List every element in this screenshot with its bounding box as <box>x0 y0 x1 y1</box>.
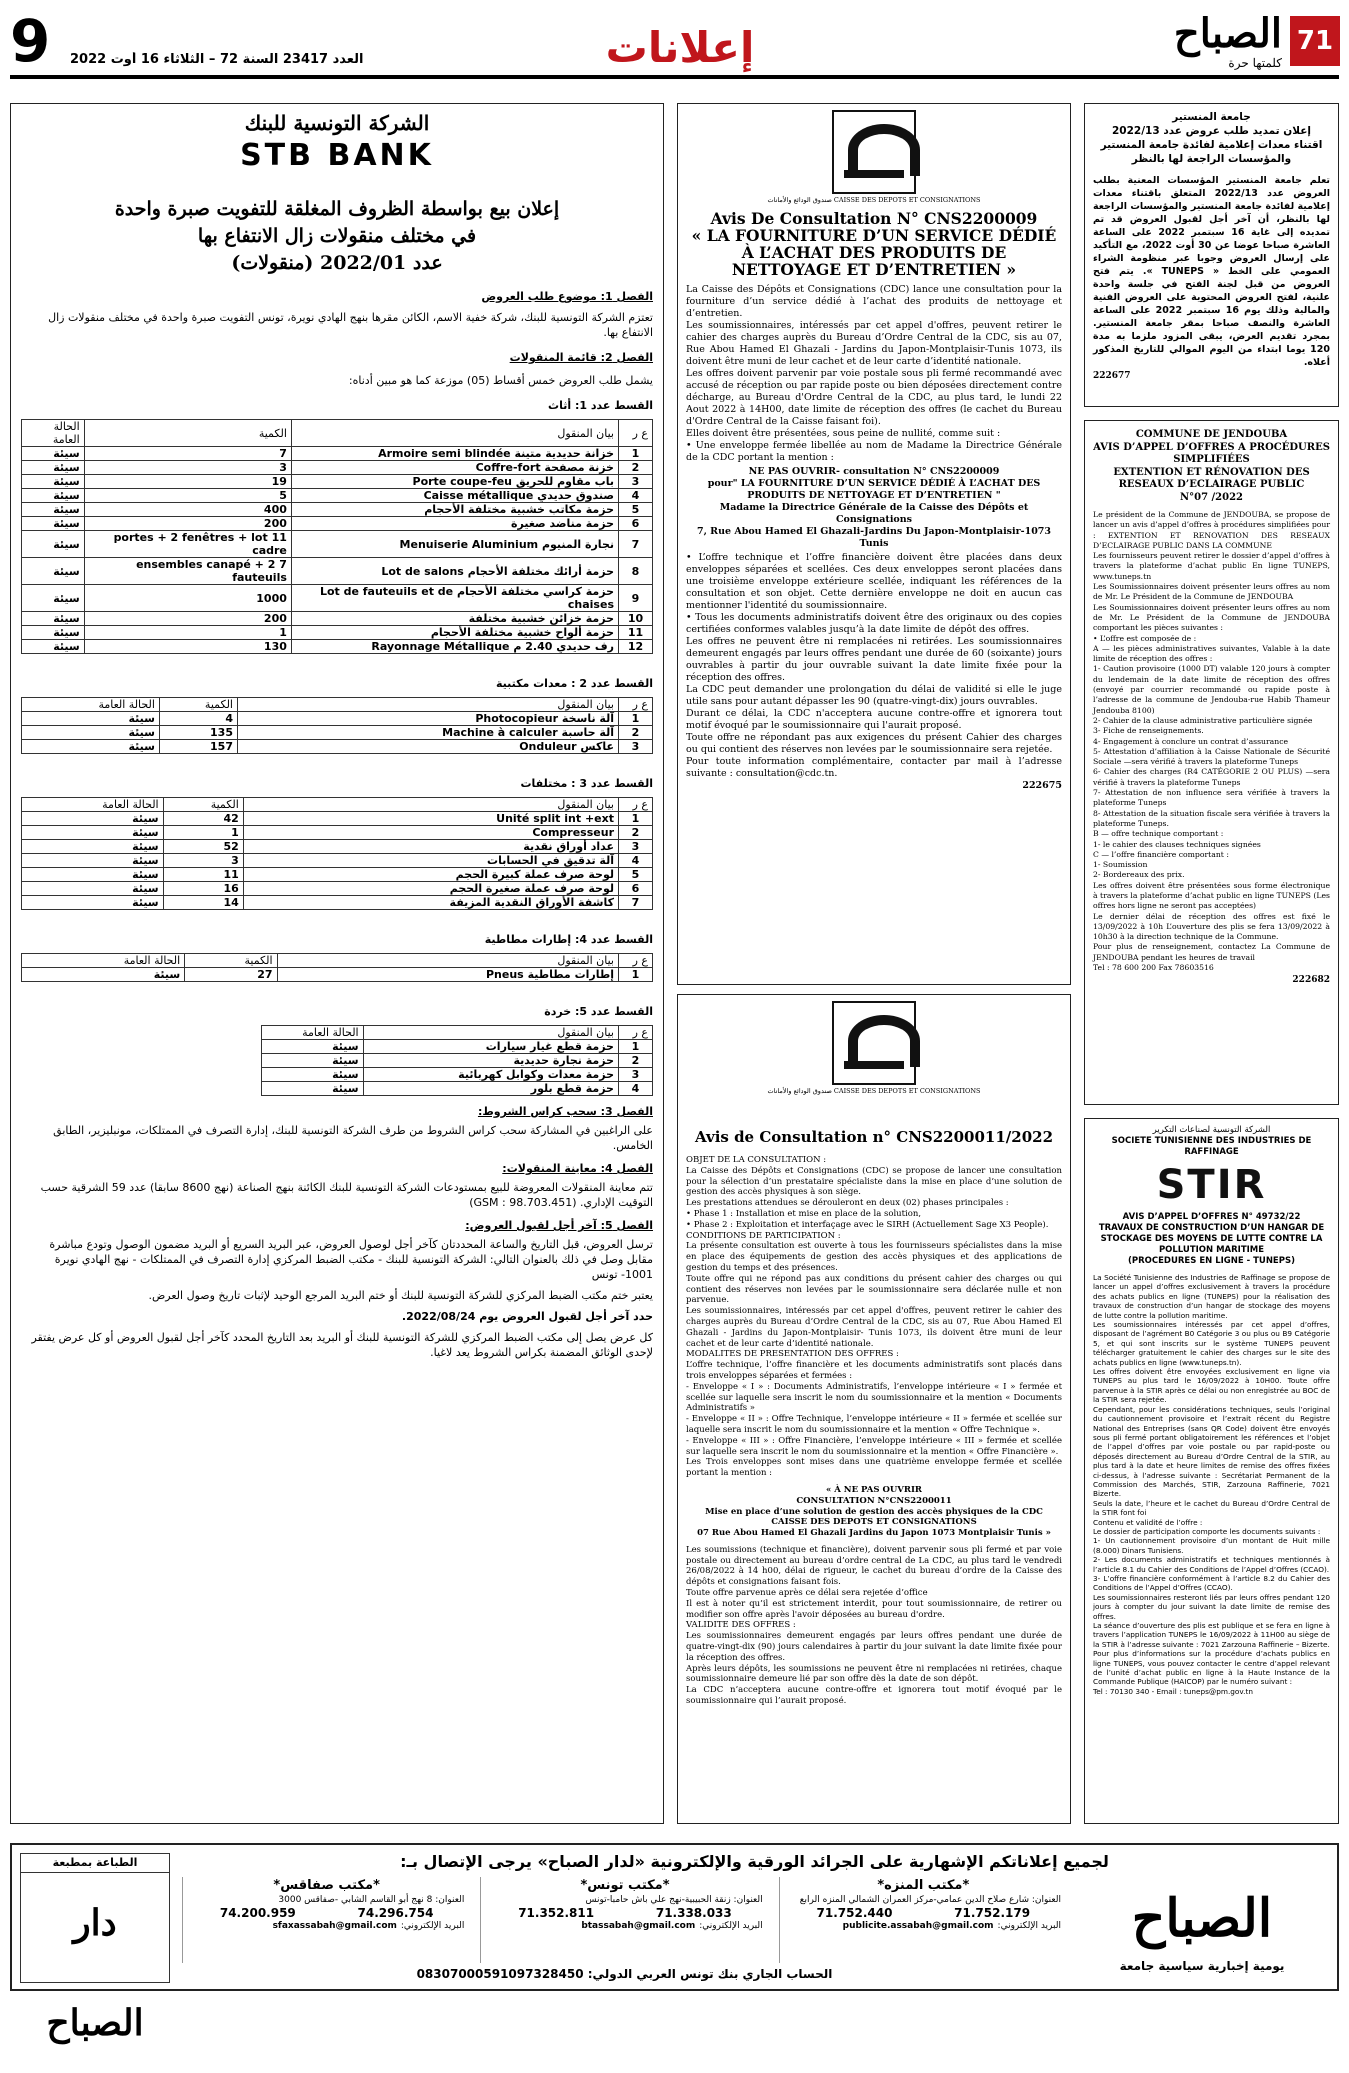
paragraph: Les soumissions (technique et financière), doivent parvenir sous pli fermé et par voie postale ou directement au bureau d’ordre central de La CDC, au plus tard le vendredi 26/08/2022 à 14 h00, délai de rigueur, le cachet du bureau d’ordre de la Caisse des dépôts et consignations faisant fois. <box>686 1544 1062 1588</box>
table-cell: 9 <box>619 585 653 612</box>
table-row <box>22 812 653 826</box>
table-cell: خزانة حديدية متينة Armoire semi blindée <box>291 447 618 461</box>
table-cell: 5 <box>84 489 291 503</box>
stb-ch5-text1: ترسل العروض، قبل التاريخ والساعة المحددتان كآخر أجل لوصول العروض، عبر البريد السريع أو البريد مضمون الوصول وتودع مباشرة مقابل وصل في ذلك بالعنوان التالي: الشركة التونسية للبنك - مكتب الضبط المركزي إدارة التصرف في الممتلكات - نهج الهادي نويرة 1001- تونس <box>49 1238 653 1281</box>
table-cell: سيئة <box>22 489 85 503</box>
lot-table-header: بيان المنقول <box>277 954 618 968</box>
table-cell: 11 <box>619 626 653 640</box>
table-row <box>262 1082 653 1096</box>
paragraph: Toute offre parvenue après ce délai sera rejetée d’office <box>686 1588 928 1599</box>
lot-table <box>21 419 653 654</box>
paragraph: • Phase 1 : Installation et mise en place de la solution, <box>686 1208 922 1219</box>
table-cell: Unité split int +ext <box>243 812 618 826</box>
office-block <box>182 1877 470 1963</box>
table-cell: سيئة <box>22 882 164 896</box>
page-number: 9 <box>10 10 51 72</box>
table-cell: حزمة مكاتب خشبية مختلفة الأحجام <box>291 503 618 517</box>
paragraph: C — l’offre financière comportant : <box>1093 849 1229 859</box>
paragraph: Après leurs dépôts, les soumissions ne peuvent être ni remplacées ni retirées, chaque soumissionnaire demeure lié par son offre dès la date de son dépôt. <box>686 1663 1062 1685</box>
jendouba-body <box>1093 510 1330 973</box>
office-email-label: البريد الإلكتروني: <box>699 1921 763 1931</box>
table-row <box>262 1068 653 1082</box>
table-cell: حزمة كراسي مختلفة الأحجام Lot de fauteuils et de chaises <box>291 585 618 612</box>
paragraph: 07 Rue Abou Hamed El Ghazali Jardins du Japon 1073 Montplaisir Tunis » <box>697 1528 1051 1539</box>
table-row <box>22 517 653 531</box>
table-cell: 2 <box>619 1054 653 1068</box>
paragraph: 4- Engagement à conclure un contrat d’assurance <box>1093 736 1289 746</box>
stb-ch1-title: الفصل 1: موضوع طلب العروض <box>481 290 653 303</box>
table-cell: 200 <box>84 612 291 626</box>
paragraph: OBJET DE LA CONSULTATION : <box>686 1155 827 1165</box>
office-email: sfaxassabah@gmail.com <box>272 1921 397 1931</box>
table-cell: 42 <box>163 812 243 826</box>
office-address: العنوان: زنقة الحبيبية-نهج علي باش حامبا-تونس <box>585 1895 763 1905</box>
table-cell: سيئة <box>22 461 85 475</box>
table-cell: سيئة <box>22 968 185 982</box>
table-cell: سيئة <box>22 447 85 461</box>
lot-title: القسط عدد 4: إطارات مطاطية <box>484 933 653 946</box>
paragraph: - Enveloppe « III » : Offre Financière, l’enveloppe intérieure « III » fermée et scellée sur laquelle sera inscrit le nom du soumissionnaire et la mention « Offre Financière ». <box>686 1435 1062 1457</box>
masthead-logo: الصباح كلمتها حرة 71 <box>1120 8 1340 74</box>
table-cell: 2 <box>619 826 653 840</box>
paragraph: Le président de la Commune de JENDOUBA, se propose de lancer un avis d’appel d’offres à procédures simplifiées pour : EXTENTION ET RENOVATION DES RESEAUX D’ECLAIRAGE PUBLIC DANS LA COMMUNE <box>1093 510 1330 550</box>
table-cell: 1 <box>163 826 243 840</box>
lot-table-header: الكمية <box>185 954 277 968</box>
lot-table <box>261 1025 653 1096</box>
table-cell: 11 <box>163 868 243 882</box>
cdc-consultation-1 <box>677 103 1071 985</box>
lot-table-header: بيان المنقول <box>237 698 618 712</box>
table-row <box>22 826 653 840</box>
paragraph: Contenu et validité de l’offre : <box>1093 1517 1203 1527</box>
footer-ad <box>10 1843 1339 2044</box>
monastir-title: جامعة المنستير إعلان تمديد طلب عروض عدد 2022/13 اقتناء معدات إعلامية لفائدة جامعة المنستير والمؤسسات الراجعة لها بالنظر <box>1100 111 1323 165</box>
paragraph: Les soumissionnaires demeurent engagés par leurs offres pendant une durée de quatre-vingt-dix (90) jours calendaires à partir du jour suivant la date limite fixée pour la réception des offres. <box>686 1631 1062 1663</box>
table-cell: 4 <box>159 712 237 726</box>
table-cell: آلة حاسبة Machine à calculer <box>237 726 618 740</box>
table-cell: سيئة <box>22 868 164 882</box>
stb-ch4-title: الفصل 4: معاينة المنقولات: <box>502 1162 653 1175</box>
stb-ch5-text2: يعتبر ختم مكتب الضبط المركزي للشركة التونسية للبنك أو ختم البريد المرجع الوحيد لإثبات تاريخ وصول العرض. <box>148 1289 653 1302</box>
paragraph: 3- Fiche de renseignements. <box>1093 726 1204 736</box>
cdc2-title: Avis de Consultation n° CNS2200011/2022 <box>694 1128 1054 1146</box>
table-cell: 3 <box>84 461 291 475</box>
table-cell: سيئة <box>262 1040 363 1054</box>
table-cell: Compresseur <box>243 826 618 840</box>
table-cell: آلة ناسخة Photocopieur <box>237 712 618 726</box>
table-row <box>22 840 653 854</box>
table-row <box>22 612 653 626</box>
lot-table-header: بيان المنقول <box>243 798 618 812</box>
table-cell: 157 <box>159 740 237 754</box>
footer-bank: الحساب الجاري بنك تونس العربي الدولي: 08307000591097328450 <box>416 1967 833 1981</box>
header-rule <box>10 75 1339 79</box>
lot-table-header: الحالة العامة <box>22 798 164 812</box>
paragraph: Les soumissionnaires, intéressés par cet appel d'offres, peuvent retirer le cahier des charges auprès du Bureau d’Ordre Central de la CDC, sis au 07, Rue Abou Hamed El Ghazali - Jardins du Japon-Montplaisir- Tunis 1073, ils doivent être muni de leur cachet et de leur carte d’identité nationale. <box>686 1306 1062 1349</box>
office-email: btassabah@gmail.com <box>581 1921 696 1931</box>
paragraph: Les offres doivent être présentées sous forme électronique à travers la plateforme d’achat public en ligne TUNEPS (Les offres hors ligne ne seront pas acceptées) <box>1093 880 1330 911</box>
jendouba-announcement <box>1084 420 1339 1105</box>
issue-info: العدد 23417 السنة 72 – الثلاثاء 16 أوت 2022 <box>70 52 364 67</box>
paragraph: 1- Caution provisoire (1000 DT) valable 120 jours à compter du lendemain de la date limite de réception des offres (envoyé par courrier recommandé ou rapide poste à l’adresse de la commune de Jendouba-rue Habib Thameur Jendouba 8100) <box>1093 664 1330 715</box>
paragraph: La Caisse des Dépôts et Consignations (CDC) se propose de lancer une consultation pour la sélection d’un prestataire spécialiste dans la mise en place d’une solution de gestion des accès physiques à son siège. <box>686 1165 1062 1198</box>
table-row <box>22 626 653 640</box>
table-row <box>22 740 653 754</box>
table-cell: حزمة معدات وكوابل كهربائية <box>363 1068 618 1082</box>
table-cell: سيئة <box>22 726 160 740</box>
paragraph: MODALITES DE PRESENTATION DES OFFRES : <box>686 1349 899 1360</box>
stb-lots <box>21 398 653 1096</box>
office-phone: 71.752.440 <box>816 1906 893 1920</box>
stir-announcement <box>1084 1118 1339 1824</box>
paragraph: Tel : 70130 340 - Email : tuneps@pm.gov.tn <box>1093 1686 1253 1696</box>
office-name: *مكتب المنزه* <box>877 1878 970 1893</box>
table-cell: 1 <box>619 1040 653 1054</box>
footer-brand: الصباح يومية إخبارية سياسية جامعة <box>1119 1888 1285 1973</box>
table-cell: 1 <box>619 447 653 461</box>
monastir-announcement <box>1084 103 1339 407</box>
paragraph: - Enveloppe « II » : Offre Technique, l’enveloppe intérieure « II » fermée et scellée sur laquelle sera inscrit le nom du soumissionnaire et la mention « Offre Technique ». <box>686 1414 1062 1435</box>
table-cell: 5 <box>619 868 653 882</box>
office-phone: 71.352.811 <box>518 1906 595 1920</box>
table-cell: سيئة <box>22 712 160 726</box>
stb-ch5-title: الفصل 5: آخر أجل لقبول العروض: <box>465 1219 653 1232</box>
paragraph: « À NE PAS OUVRIR <box>825 1484 922 1495</box>
office-address: العنوان: شارع صلاح الدين عمامي-مركز العمران الشمالي المنزه الرابع <box>799 1895 1061 1905</box>
paragraph: Les soumissionnaires intéressés par cet appel d’offres, disposant de l’agrément B0 Catégorie 3 ou plus ou B9 Catégorie 5, et qui sont inscrits sur le système TUNEPS peuvent télécharger gratuitement le cahier des charges sur le site des achats publics en ligne (www.tuneps.tn). <box>1093 1320 1330 1367</box>
table-cell: لوحة صرف عملة كبيرة الحجم <box>243 868 618 882</box>
paragraph: Les soumissionnaires resteront liés par leurs offres pendant 120 jours à compter du jour suivant la date limite de remise des offres. <box>1093 1592 1330 1621</box>
paragraph: 2- Cahier de la clause administrative particulière signée <box>1093 715 1313 725</box>
table-row <box>22 712 653 726</box>
paragraph: Pour plus d’informations sur la procédure d’achats publics en ligne TUNEPS, vous pouvez contacter le centre d’appel relevant de l’unité d’achat public en ligne à la Haute Instance de la Commande Publique (HAICOP) par le numéro suivant : <box>1093 1649 1330 1687</box>
table-cell: 16 <box>163 882 243 896</box>
paragraph: 1- Un cautionnement provisoire d’un montant de Huit mille (8.000) Dinars Tunisiens. <box>1093 1536 1330 1555</box>
table-row <box>22 558 653 585</box>
lot-table-header: الحالة العامة <box>22 420 85 447</box>
office-email-label: البريد الإلكتروني: <box>997 1921 1061 1931</box>
lot-table <box>21 697 653 754</box>
paragraph: - Enveloppe « I » : Documents Administratifs, l’enveloppe intérieure « I » fermée et scellée sur laquelle sera inscrit le nom du soumissionnaire et la mention « Documents Administratifs » <box>686 1381 1062 1414</box>
jendouba-title: COMMUNE DE JENDOUBA AVIS D’APPEL D’OFFRES A PROCÉDURES SIMPLIFIÉES EXTENTION ET RÉNOVATION DES RESEAUX D’ECLAIRAGE PUBLIC N°07 /2022 <box>1093 429 1330 503</box>
lot-title: القسط عدد 2 : معدات مكتبية <box>495 677 653 690</box>
table-row <box>262 1054 653 1068</box>
paragraph: Les Soumissionnaires doivent présenter leurs offres au nom de Mr. Le Président de la Commune de JENDOUBA comportant les pièces suivantes : <box>1093 602 1330 633</box>
stb-ch3-text: على الراغبين في المشاركة سحب كراس الشروط من طرف الشركة التونسية للبنك، إدارة التصرف في الممتلكات، مونبليزير، الطابق الخامس. <box>53 1124 653 1152</box>
footer-headline: لجميع إعلاناتكم الإشهارية على الجرائد الورقية والإلكترونية «لدار الصباح» يرجى الإتصال بـ: <box>400 1852 1109 1871</box>
lot-table-header: الكمية <box>163 798 243 812</box>
paragraph: 3- L’offre financière conformément à l’article 8.2 du Cahier des Conditions de l’Appel d’Offres (CCAO). <box>1093 1574 1330 1593</box>
table-row <box>22 503 653 517</box>
paragraph: 5- Attestation d’affiliation à la Caisse Nationale de Sécurité Sociale —sera vérifié à travers la plateforme Tuneps <box>1093 746 1330 767</box>
paragraph: B — offre technique comportant : <box>1093 829 1224 839</box>
stb-deadline: حدد آخر أجل لقبول العروض يوم 2022/08/24. <box>401 1310 653 1323</box>
stb-ch4-text: تتم معاينة المنقولات المعروضة للبيع بمستودعات الشركة التونسية للبنك الكائنة بنهج الصناعة (نهج 8600 سابقا) عدد 59 الشرقية حسب التوقيت الإداري. (GSM : 98.703.451) <box>40 1181 653 1209</box>
table-row <box>22 854 653 868</box>
table-cell: رف حديدي 2.40 م Rayonnage Métallique <box>291 640 618 654</box>
table-cell: 12 <box>619 640 653 654</box>
paragraph: La présente consultation est ouverte à tous les fournisseurs spécialistes dans la mise en place des équipements de gestion des accès physiques et des applications de gestion du temps et des présences. <box>686 1241 1062 1273</box>
office-email: publicite.assabah@gmail.com <box>842 1921 994 1931</box>
table-cell: سيئة <box>22 503 85 517</box>
paragraph: A — les pièces administratives suivantes, Valable à la date limite de réception des offres : <box>1093 643 1330 664</box>
table-cell: 19 <box>84 475 291 489</box>
table-cell: 3 <box>619 1068 653 1082</box>
stb-ch2-text: يشمل طلب العروض خمس أقساط (05) موزعة كما هو مبين أدناه: <box>348 374 653 387</box>
table-cell: حزمة نجارة حديدية <box>363 1054 618 1068</box>
paragraph: 8- Attestation de la situation fiscale sera vérifiée à travers la plateforme Tuneps. <box>1093 808 1330 828</box>
cdc-logo-icon <box>832 110 916 194</box>
jendouba-ref: 222682 <box>1292 975 1330 986</box>
table-cell: 3 <box>619 740 653 754</box>
paragraph: Cependant, pour les considérations techniques, seuls l’original du cautionnement provisoire et l’extrait récent du Registre National des Entreprises (sans QR Code) doivent être envoyés sous pli fermé portant obligatoirement les références et l’objet de l’appel d’offres par voie postale ou par rapid-poste ou déposés directement au Bureau d’Ordre Central de la STIR, au plus tard à la date et heure limites de remise des offres fixées ci-dessus, à l’adresse suivante : Secrétariat Permanent de la Commission des Marchés, STIR, Zarzouna Raffinerie, 7021 Bizerte. <box>1093 1404 1330 1499</box>
table-cell: 2 <box>619 726 653 740</box>
anniversary-badge-icon: 71 <box>1290 16 1340 66</box>
table-cell: 4 <box>619 489 653 503</box>
paragraph: 6- Cahier des charges (R4 CATÉGORIE 2 OU PLUS) —sera vérifié à travers la plateforme Tuneps <box>1093 767 1330 787</box>
paragraph: 2- Les documents administratifs et techniques mentionnés à l’article 8.1 du Cahier des Conditions de l’Appel d’Offres (CCAO). <box>1093 1555 1330 1574</box>
stb-announcement <box>10 103 664 1824</box>
paragraph: Les offres doivent être envoyées exclusivement en ligne via TUNEPS au plus tard le 16/09/2022 à 10H00. Toute offre parvenue à la STIR après ce délai ou non enregistrée au BOC de la STIR sera rejetée. <box>1093 1367 1330 1405</box>
table-cell: 1000 <box>84 585 291 612</box>
table-row <box>22 882 653 896</box>
paragraph: Les prestations attendues se dérouleront en deux (02) phases principales : <box>686 1198 1009 1209</box>
cdc-consultation-2 <box>677 994 1071 1824</box>
lot-table-header: ع ر <box>619 420 653 447</box>
stir-body <box>1093 1273 1330 1696</box>
table-cell: 135 <box>159 726 237 740</box>
table-cell: كاشفة الأوراق النقدية المزيفة <box>243 896 618 910</box>
table-cell: 400 <box>84 503 291 517</box>
stir-title: AVIS D’APPEL D’OFFRES N° 49732/22 TRAVAUX DE CONSTRUCTION D’UN HANGAR DE STOCKAGE DES MOYENS DE LUTTE CONTRE LA POLLUTION MARITIME (PROCEDURES EN LIGNE - TUNEPS) <box>1098 1212 1325 1266</box>
paragraph: Les Soumissionnaires doivent présenter leurs offres au nom de Mr. Le Président de la Commune de JENDOUBA <box>1093 582 1330 602</box>
table-cell: 2 <box>619 461 653 475</box>
table-cell: 200 <box>84 517 291 531</box>
stir-logo: STIR <box>1156 1162 1267 1208</box>
lot-table <box>21 797 653 910</box>
table-row <box>22 868 653 882</box>
lot-table-header: بيان المنقول <box>363 1026 618 1040</box>
table-cell: سيئة <box>22 626 85 640</box>
cdc-logo-caption: صندوق الودائع والأمانات CAISSE DES DEPOTS ET CONSIGNATIONS <box>767 196 981 204</box>
table-cell: 1 <box>84 626 291 640</box>
table-cell: 8 <box>619 558 653 585</box>
table-cell: 4 <box>619 1082 653 1096</box>
lot-table-header: ع ر <box>619 954 653 968</box>
table-cell: نجارة المنيوم Menuiserie Aluminium <box>291 531 618 558</box>
table-cell: 3 <box>619 840 653 854</box>
paragraph: Mise en place d’une solution de gestion des accès physiques de la CDC <box>705 1506 1043 1517</box>
table-cell: حزمة مناضد صغيرة <box>291 517 618 531</box>
table-cell: سيئة <box>22 517 85 531</box>
table-cell: إطارات مطاطية Pneus <box>277 968 618 982</box>
paragraph: • L’offre est composée de : <box>1093 633 1197 643</box>
paragraph: Les Trois enveloppes sont mises dans une quatrième enveloppe fermée et scellée portant la mention : <box>686 1457 1062 1479</box>
table-cell: 7 <box>619 896 653 910</box>
table-row <box>22 585 653 612</box>
table-cell: لوحة صرف عملة صغيرة الحجم <box>243 882 618 896</box>
table-cell: 7 <box>619 531 653 558</box>
stb-ch5-text3: كل عرض يصل إلى مكتب الضبط المركزي للشركة التونسية للبنك أو البريد بعد التاريخ المحدد كآخر أجل لقبول العروض أو كل عرض يفتقر لإحدى الوثائق المضمنة بكراس الشروط يعد لاغيا. <box>31 1331 653 1359</box>
office-phone: 71.338.033 <box>655 1906 732 1920</box>
paragraph: Toute offre qui ne répond pas aux conditions du présent cahier des charges ou qui contient des réserves non levées par le soumissionnaire sera déclarée nulle et non parvenue. <box>686 1273 1062 1306</box>
paragraph: 1- le cahier des clauses techniques signées <box>1093 839 1261 849</box>
table-cell: حزمة أرائك مختلفة الأحجام Lot de salons <box>291 558 618 585</box>
lot-table-header: ع ر <box>619 698 653 712</box>
table-cell: 7 ensembles canapé + 2 fauteuils <box>84 558 291 585</box>
paragraph: CONDITIONS DE PARTICIPATION : <box>686 1230 841 1241</box>
paragraph: Seuls la date, l’heure et le cachet du Bureau d’Ordre Central de la STIR font foi <box>1093 1498 1330 1518</box>
cdc1-body: La Caisse des Dépôts et Consignations (CDC) lance une consultation pour la fourniture d’un service dédié à l’achat des produits de nettoyage et d’entretien. Les soumissionnaires, intéressés par cet appel d'offres, peuvent retirer le cahier des charges auprès du Bureau d’Ordre Central de la CDC, sis au 07, Rue Abou Hamed El Ghazali - Jardins du Japon-Montplaisir-Tunis 1073, ils doivent être muni de leur cachet et de leur carte d’identité nationale. Les offres doivent parvenir par voie postale sous pli fermé recommandé avec accusé de réception ou par rapide poste ou bien déposées directement contre décharge, au Bureau d'Ordre Central de la CDC, au plus tard, le lundi 22 Aout 2022 à 14H00, date limite de réception des offres (le cachet du Bureau d'Ordre Central de la Caisse faisant foi). Elles doivent être présentées, sous peine de nullité, comme suit : • Une enveloppe fermée libellée au nom de Madame la Directrice Générale de la CDC portant la mention : NE PAS OUVRIR- consultation N° CNS2200009 pour" LA FOURNITURE D’UN SERVICE DÉDIÉ À L’ACHAT DES PRODUITS DE NETTOYAGE ET D’ENTRETIEN " Madame la Directrice Générale de la Caisse des Dépôts et Consignations 7, Rue Abou Hamed El Ghazali-Jardins Du Japon-Montplaisir-1073 Tunis • L’offre technique et l’offre financière doivent être placées dans deux enveloppes séparées et scellées. Ces deux enveloppes seront placées dans une troisième enveloppe extérieure scellée, indiquant les références de la consultation et son objet. Cette dernière enveloppe ne doit en aucun cas mentionner l'identité du soumissionnaire. • Tous les documents administratifs doivent être des originaux ou des copies certifiées conformes valables jusqu’à la date limite de dépôt des offres. Les offres ne peuvent être ni remplacées ni retirées. Les soumissionnaires demeurent engagés par leurs offres pendant une durée de 60 (soixante) jours ouvrables à partir du jour ouvrable suivant la date limite fixée pour la réception des offres. La CDC peut demander une prolongation du délai de validité si elle le juge utile sans pour autant dépasser les 90 (quatre-vingt-dix) jours ouvrables. Durant ce délai, la CDC n'acceptera aucune contre-offre et ignorera tout motif évoqué par le soumissionnaire qui l'aurait proposé. Toute offre ne répondant pas aux exigences du présent Cahier des charges ou qui contient des réserves non levées par le soumissionnaire sera rejetée. Pour toute information complémentaire, contacter par mail à l’adresse suivante : consultation@cdc.tn. 222675 <box>686 284 1062 791</box>
table-cell: حزمة خزائن خشبية مختلفة <box>291 612 618 626</box>
table-cell: خزنة مصفحة Coffre-fort <box>291 461 618 475</box>
table-row <box>22 475 653 489</box>
table-row <box>262 1040 653 1054</box>
cdc2-logo-caption: صندوق الودائع والأمانات CAISSE DES DEPOTS ET CONSIGNATIONS <box>767 1087 981 1095</box>
stb-ch3-title: الفصل 3: سحب كراس الشروط: <box>477 1105 653 1118</box>
table-cell: 1 <box>619 968 653 982</box>
table-cell: 130 <box>84 640 291 654</box>
office-name: *مكتب صفاقس* <box>273 1878 380 1893</box>
office-phone: 74.200.959 <box>219 1906 296 1920</box>
table-cell: سيئة <box>22 812 164 826</box>
stir-header: الشركة التونسية لصناعات التكرير SOCIETE TUNISIENNE DES INDUSTRIES DE RAFFINAGE <box>1111 1125 1312 1157</box>
lot-table-header: الحالة العامة <box>22 954 185 968</box>
table-cell: 6 <box>619 882 653 896</box>
lot-title: القسط عدد 3 : مختلفات <box>520 777 653 790</box>
table-cell: سيئة <box>262 1082 363 1096</box>
table-row <box>22 896 653 910</box>
paragraph: Le dernier délai de réception des offres est fixé le 13/09/2022 à 10h L’ouverture des plis se fera 13/09/2022 à 10h30 à la direction technique de la Commune. <box>1093 911 1330 942</box>
lot-table-header: ع ر <box>619 1026 653 1040</box>
paragraph: 7- Attestation de non influence sera vérifiée à travers la plateforme Tuneps <box>1093 788 1330 808</box>
footer-offices <box>182 1877 1067 1963</box>
table-row <box>22 447 653 461</box>
paragraph: Il est à noter qu’il est strictement interdit, pour tout soumissionnaire, de retirer ou modifier son offre après l'avoir déposées au bureau d'ordre. <box>686 1598 1062 1620</box>
table-cell: سيئة <box>262 1054 363 1068</box>
table-cell: سيئة <box>22 531 85 558</box>
office-name: *مكتب تونس* <box>580 1878 670 1893</box>
table-cell: حزمة ألواح خشبية مختلفة الأحجام <box>291 626 618 640</box>
office-block <box>480 1877 768 1963</box>
lot-table-header: ع ر <box>619 798 653 812</box>
table-cell: سيئة <box>22 612 85 626</box>
office-block <box>779 1877 1067 1963</box>
monastir-text: تعلم جامعة المنستير المؤسسات المعنية بطلب العروض عدد 2022/13 المتعلق باقتناء معدات إعلامية لفائدة جامعة المنستير والمؤسسات الراجعة لها بالنظر، أن آخر أجل لقبول العروض قد تم تمديده إلى غاية 16 سبتمبر 2022 على الساعة العاشرة صباحا عوضا عن 30 أوت 2022، مع التأكيد على إرسال العروض وجوبا عبر منظومة الشراء العمومي على الخط « TUNEPS ». يتم فتح العروض من قبل لجنة الفتح في جلسة واحدة علنية، لفتح العروض المحتوية على العروض الفنية والمالية وذلك يوم 16 سبتمبر 2022 على الساعة العاشرة والنصف صباحا بمقر جامعة المنستير. بمجرد تقديم العرض، يبقى المزود ملزما به مدة 120 يوما ابتداء من اليوم الموالي للتاريخ المذكور أعلاه. <box>1093 175 1331 368</box>
table-cell: 3 <box>619 475 653 489</box>
table-cell: 7 <box>84 447 291 461</box>
office-phone: 71.752.179 <box>954 1906 1031 1920</box>
table-cell: 27 <box>185 968 277 982</box>
paragraph: VALIDITE DES OFFRES : <box>686 1620 796 1631</box>
table-row <box>22 461 653 475</box>
paragraph: La CDC n’acceptera aucune contre-offre et ignorera tout motif évoqué par le soumissionnaire qui l’aurait proposé. <box>686 1685 1062 1707</box>
lot-table-header: الحالة العامة <box>262 1026 363 1040</box>
table-cell: سيئة <box>22 558 85 585</box>
table-cell: سيئة <box>22 840 164 854</box>
paragraph: L’offre technique, l’offre financière et les documents administratifs sont placés dans trois enveloppes séparées et fermées : <box>686 1360 1062 1381</box>
stb-title: إعلان بيع بواسطة الظروف المغلقة للتفويت صبرة واحدة في مختلف منقولات زال الانتفاع بها عدد 2022/01 (منقولات) <box>114 198 560 274</box>
paragraph: La séance d’ouverture des plis est publique et se fera en ligne à travers l’application TUNEPS le 16/09/2022 à 11H00 au siège de la STIR à l’adresse suivante : 7021 Zarzouna Raffinerie – Bizerte. <box>1093 1621 1330 1649</box>
table-cell: 10 <box>619 612 653 626</box>
table-cell: عداد أوراق نقدية <box>243 840 618 854</box>
monastir-ref: 222677 <box>1093 371 1131 381</box>
table-cell: باب مقاوم للحريق Porte coupe-feu <box>291 475 618 489</box>
lot-table-header: الكمية <box>84 420 291 447</box>
table-cell: آلة تدقيق في الحسابات <box>243 854 618 868</box>
table-row <box>22 489 653 503</box>
paragraph: Tel : 78 600 200 Fax 78603516 <box>1093 963 1214 973</box>
stb-ch2-title: الفصل 2: قائمة المنقولات <box>509 351 653 364</box>
cdc2-logo-icon <box>832 1001 916 1085</box>
lot-title: القسط عدد 1: أثاث <box>548 399 653 412</box>
table-cell: 4 <box>619 854 653 868</box>
lot-table-header: بيان المنقول <box>291 420 618 447</box>
table-cell: 1 <box>619 712 653 726</box>
cdc2-body <box>686 1155 1062 1707</box>
paragraph: CONSULTATION N°CNS2200011 <box>796 1495 952 1506</box>
table-cell: سيئة <box>22 640 85 654</box>
stb-logo: الشركة التونسية للبنك STB BANK <box>240 111 434 173</box>
office-email-label: البريد الإلكتروني: <box>400 1921 465 1931</box>
table-cell: 14 <box>163 896 243 910</box>
paragraph: 2- Bordereaux des prix. <box>1093 870 1185 880</box>
paragraph: Les fournisseurs peuvent retirer le dossier d’appel d’offres à travers la plateforme d’achat public En ligne TUNEPS, www.tuneps.tn <box>1093 551 1330 581</box>
paragraph: • Phase 2 : Exploitation et interfaçage avec le SIRH (Actuellement Sage X3 People). <box>686 1219 1049 1230</box>
table-cell: 11 portes + 2 fenêtres + lot cadre <box>84 531 291 558</box>
cdc1-title: Avis De Consultation N° CNS2200009 « LA FOURNITURE D’UN SERVICE DÉDIÉ À L’ACHAT DES PRODUITS DE NETTOYAGE ET D’ENTRETIEN » <box>691 209 1057 279</box>
table-cell: حزمة قطع غيار سيارات <box>363 1040 618 1054</box>
table-row <box>22 531 653 558</box>
table-cell: 5 <box>619 503 653 517</box>
paragraph: La Société Tunisienne des Industries de Raffinage se propose de lancer un appel d’offres exclusivement à travers la procédure des achats publics en ligne (TUNEPS) pour la réalisation des travaux de construction d’un hangar de stockage des moyens de lutte contre la pollution maritime. <box>1093 1273 1330 1320</box>
table-row <box>22 968 653 982</box>
paragraph: Pour plus de renseignement, contactez La Commune de JENDOUBA pendant les heures de travail <box>1093 942 1330 962</box>
table-cell: سيئة <box>22 475 85 489</box>
paragraph: Le dossier de participation comporte les documents suivants : <box>1093 1526 1321 1536</box>
office-phone: 74.296.754 <box>357 1906 434 1920</box>
lot-table-header: الحالة العامة <box>22 698 160 712</box>
table-cell: عاكس Onduleur <box>237 740 618 754</box>
lot-table <box>21 953 653 982</box>
section-title: إعلانات <box>605 23 755 72</box>
table-cell: سيئة <box>22 854 164 868</box>
table-cell: سيئة <box>22 585 85 612</box>
table-row <box>22 640 653 654</box>
lot-table-header: الكمية <box>159 698 237 712</box>
table-cell: سيئة <box>262 1068 363 1082</box>
paragraph: 1- Soumission <box>1093 860 1148 870</box>
table-cell: حزمة قطع بلور <box>363 1082 618 1096</box>
table-cell: سيئة <box>22 896 164 910</box>
table-cell: 6 <box>619 517 653 531</box>
table-cell: 1 <box>619 812 653 826</box>
stb-ch1-text: تعتزم الشركة التونسية للبنك، شركة خفية الاسم، الكائن مقرها بنهج الهادي نويرة، تونس التفويت صبرة واحدة في مختلف منقولات زال الانتفاع بها. <box>48 311 653 339</box>
table-row <box>22 726 653 740</box>
paragraph: CAISSE DES DEPOTS ET CONSIGNATIONS <box>771 1517 977 1528</box>
table-cell: 52 <box>163 840 243 854</box>
footer-printer: الطباعة بمطبعة دار الصباح <box>20 1853 170 1983</box>
table-cell: سيئة <box>22 740 160 754</box>
lot-title: القسط عدد 5: خردة <box>544 1005 653 1018</box>
table-cell: 3 <box>163 854 243 868</box>
table-cell: سيئة <box>22 826 164 840</box>
office-address: العنوان: 8 نهج أبو القاسم الشابي -صفاقس 3000 <box>278 1895 465 1905</box>
table-cell: صندوق حديدي Caisse métallique <box>291 489 618 503</box>
